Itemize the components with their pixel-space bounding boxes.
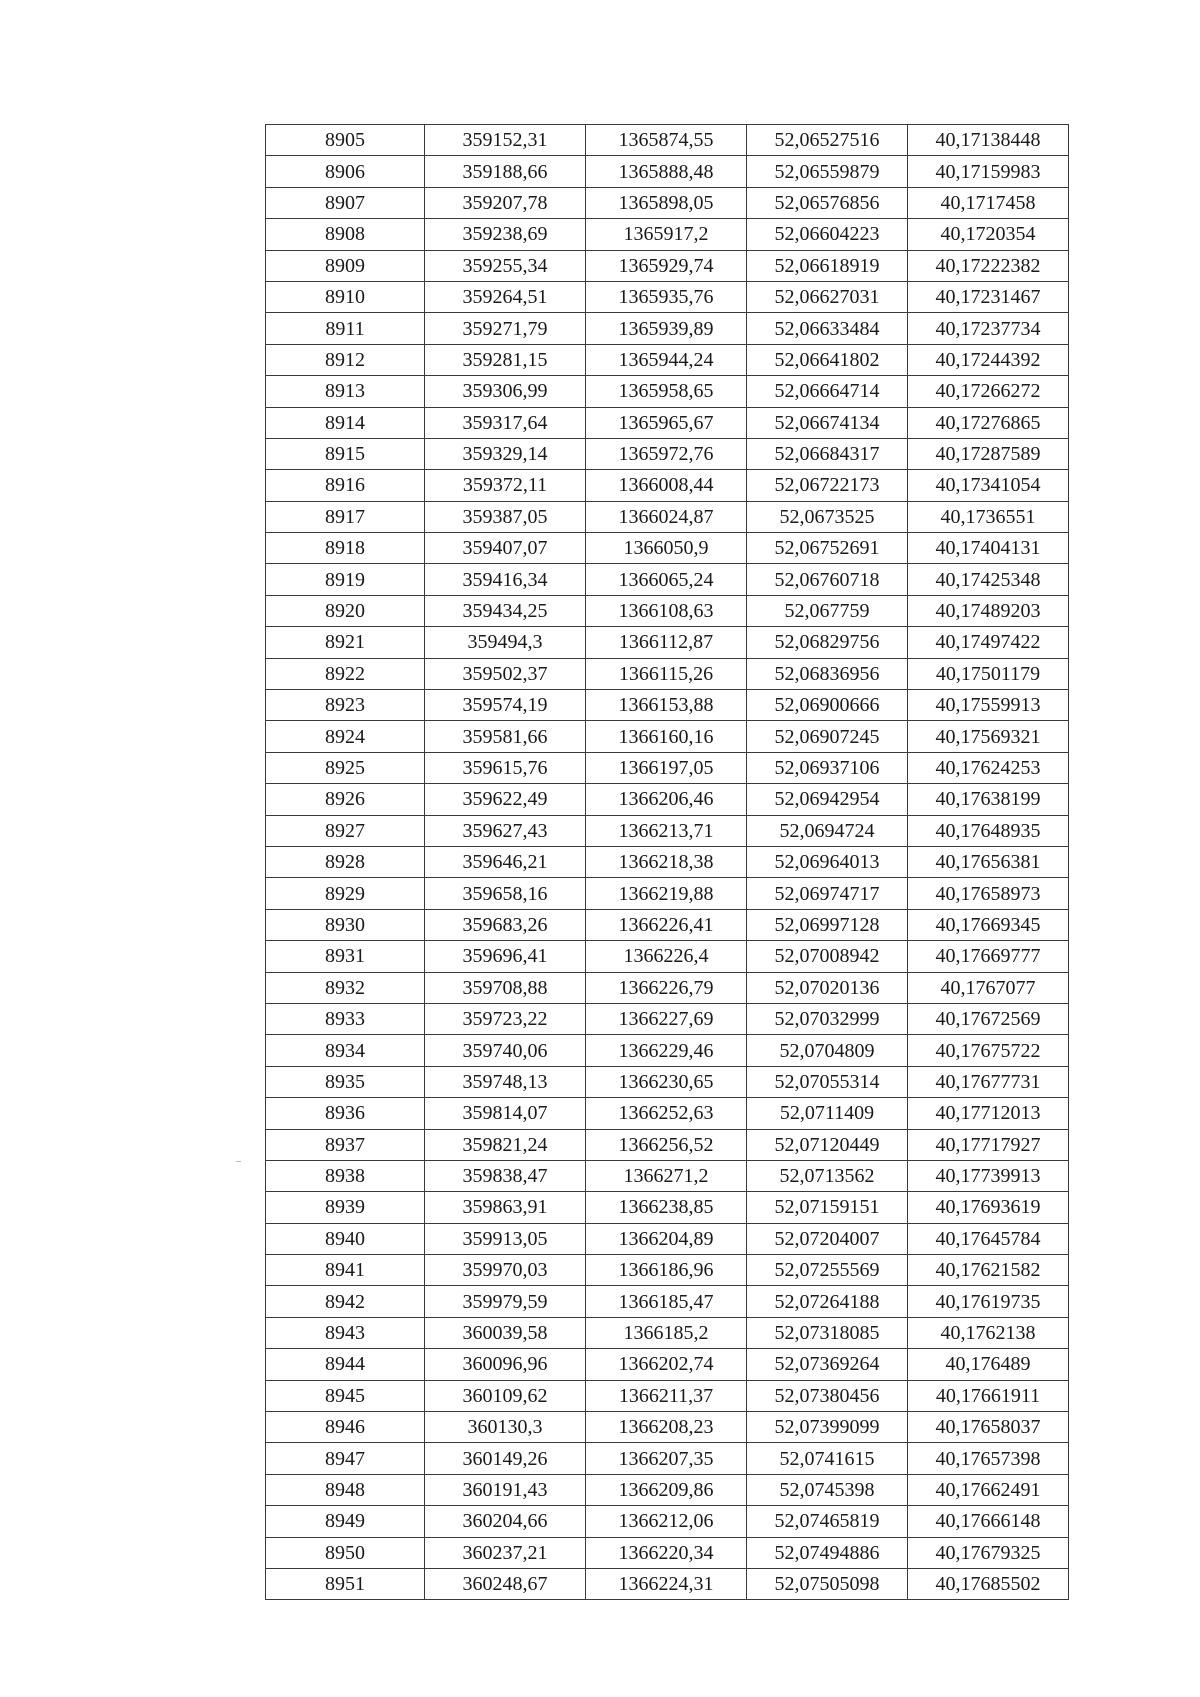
x-coordinate-cell: 360039,58 — [425, 1317, 586, 1348]
latitude-cell: 52,06527516 — [747, 125, 908, 156]
longitude-cell: 40,17222382 — [908, 250, 1069, 281]
latitude-cell: 52,07055314 — [747, 1066, 908, 1097]
x-coordinate-cell: 359271,79 — [425, 313, 586, 344]
longitude-cell: 40,17138448 — [908, 125, 1069, 156]
latitude-cell: 52,06760718 — [747, 564, 908, 595]
x-coordinate-cell: 359838,47 — [425, 1160, 586, 1191]
longitude-cell: 40,17425348 — [908, 564, 1069, 595]
table-row — [266, 1506, 1069, 1537]
y-coordinate-cell: 1366112,87 — [586, 627, 747, 658]
x-coordinate-cell: 359329,14 — [425, 438, 586, 469]
point-number-cell: 8925 — [266, 752, 425, 783]
y-coordinate-cell: 1366218,38 — [586, 846, 747, 877]
y-coordinate-cell: 1366202,74 — [586, 1349, 747, 1380]
latitude-cell: 52,0713562 — [747, 1160, 908, 1191]
latitude-cell: 52,06997128 — [747, 909, 908, 940]
latitude-cell: 52,07032999 — [747, 1003, 908, 1034]
y-coordinate-cell: 1366197,05 — [586, 752, 747, 783]
table-row — [266, 878, 1069, 909]
table-row — [266, 1349, 1069, 1380]
latitude-cell: 52,07264188 — [747, 1286, 908, 1317]
table-row — [266, 501, 1069, 532]
longitude-cell: 40,17266272 — [908, 376, 1069, 407]
table-row — [266, 438, 1069, 469]
table-row — [266, 187, 1069, 218]
table-row — [266, 1286, 1069, 1317]
table-row — [266, 1443, 1069, 1474]
latitude-cell: 52,06942954 — [747, 784, 908, 815]
x-coordinate-cell: 360149,26 — [425, 1443, 586, 1474]
longitude-cell: 40,17645784 — [908, 1223, 1069, 1254]
point-number-cell: 8919 — [266, 564, 425, 595]
x-coordinate-cell: 360130,3 — [425, 1412, 586, 1443]
point-number-cell: 8935 — [266, 1066, 425, 1097]
x-coordinate-cell: 359821,24 — [425, 1129, 586, 1160]
longitude-cell: 40,17237734 — [908, 313, 1069, 344]
point-number-cell: 8950 — [266, 1537, 425, 1568]
table-row — [266, 1317, 1069, 1348]
table-row — [266, 470, 1069, 501]
latitude-cell: 52,0745398 — [747, 1474, 908, 1505]
longitude-cell: 40,17244392 — [908, 344, 1069, 375]
y-coordinate-cell: 1366207,35 — [586, 1443, 747, 1474]
longitude-cell: 40,17559913 — [908, 690, 1069, 721]
point-number-cell: 8929 — [266, 878, 425, 909]
y-coordinate-cell: 1365939,89 — [586, 313, 747, 344]
y-coordinate-cell: 1366024,87 — [586, 501, 747, 532]
y-coordinate-cell: 1365898,05 — [586, 187, 747, 218]
longitude-cell: 40,17341054 — [908, 470, 1069, 501]
coordinates-table-body — [266, 125, 1069, 1600]
latitude-cell: 52,07399099 — [747, 1412, 908, 1443]
x-coordinate-cell: 359646,21 — [425, 846, 586, 877]
point-number-cell: 8940 — [266, 1223, 425, 1254]
longitude-cell: 40,17569321 — [908, 721, 1069, 752]
y-coordinate-cell: 1366209,86 — [586, 1474, 747, 1505]
point-number-cell: 8906 — [266, 156, 425, 187]
x-coordinate-cell: 359683,26 — [425, 909, 586, 940]
y-coordinate-cell: 1365874,55 — [586, 125, 747, 156]
longitude-cell: 40,17658973 — [908, 878, 1069, 909]
longitude-cell: 40,17675722 — [908, 1035, 1069, 1066]
longitude-cell: 40,17619735 — [908, 1286, 1069, 1317]
latitude-cell: 52,0673525 — [747, 501, 908, 532]
point-number-cell: 8905 — [266, 125, 425, 156]
x-coordinate-cell: 359814,07 — [425, 1098, 586, 1129]
table-row — [266, 1035, 1069, 1066]
point-number-cell: 8926 — [266, 784, 425, 815]
latitude-cell: 52,06964013 — [747, 846, 908, 877]
x-coordinate-cell: 359913,05 — [425, 1223, 586, 1254]
longitude-cell: 40,17661911 — [908, 1380, 1069, 1411]
point-number-cell: 8921 — [266, 627, 425, 658]
x-coordinate-cell: 359281,15 — [425, 344, 586, 375]
table-row — [266, 533, 1069, 564]
longitude-cell: 40,17658037 — [908, 1412, 1069, 1443]
point-number-cell: 8942 — [266, 1286, 425, 1317]
y-coordinate-cell: 1366065,24 — [586, 564, 747, 595]
x-coordinate-cell: 359740,06 — [425, 1035, 586, 1066]
point-number-cell: 8908 — [266, 219, 425, 250]
table-row — [266, 1255, 1069, 1286]
latitude-cell: 52,06641802 — [747, 344, 908, 375]
table-row — [266, 407, 1069, 438]
table-row — [266, 1129, 1069, 1160]
y-coordinate-cell: 1366212,06 — [586, 1506, 747, 1537]
table-row — [266, 752, 1069, 783]
point-number-cell: 8918 — [266, 533, 425, 564]
table-row — [266, 941, 1069, 972]
longitude-cell: 40,17287589 — [908, 438, 1069, 469]
table-row — [266, 972, 1069, 1003]
y-coordinate-cell: 1366219,88 — [586, 878, 747, 909]
point-number-cell: 8913 — [266, 376, 425, 407]
longitude-cell: 40,17679325 — [908, 1537, 1069, 1568]
table-row — [266, 313, 1069, 344]
longitude-cell: 40,17624253 — [908, 752, 1069, 783]
latitude-cell: 52,06900666 — [747, 690, 908, 721]
latitude-cell: 52,07020136 — [747, 972, 908, 1003]
y-coordinate-cell: 1366050,9 — [586, 533, 747, 564]
table-row — [266, 281, 1069, 312]
x-coordinate-cell: 359387,05 — [425, 501, 586, 532]
y-coordinate-cell: 1366229,46 — [586, 1035, 747, 1066]
latitude-cell: 52,06836956 — [747, 658, 908, 689]
point-number-cell: 8920 — [266, 595, 425, 626]
longitude-cell: 40,17656381 — [908, 846, 1069, 877]
longitude-cell: 40,17669345 — [908, 909, 1069, 940]
latitude-cell: 52,07494886 — [747, 1537, 908, 1568]
y-coordinate-cell: 1366160,16 — [586, 721, 747, 752]
table-row — [266, 1192, 1069, 1223]
x-coordinate-cell: 360204,66 — [425, 1506, 586, 1537]
latitude-cell: 52,06974717 — [747, 878, 908, 909]
y-coordinate-cell: 1366226,4 — [586, 941, 747, 972]
table-row — [266, 627, 1069, 658]
table-row — [266, 344, 1069, 375]
longitude-cell: 40,17404131 — [908, 533, 1069, 564]
table-row — [266, 690, 1069, 721]
table-row — [266, 376, 1069, 407]
x-coordinate-cell: 360191,43 — [425, 1474, 586, 1505]
latitude-cell: 52,06937106 — [747, 752, 908, 783]
y-coordinate-cell: 1365972,76 — [586, 438, 747, 469]
table-row — [266, 595, 1069, 626]
x-coordinate-cell: 359264,51 — [425, 281, 586, 312]
y-coordinate-cell: 1366226,41 — [586, 909, 747, 940]
longitude-cell: 40,17276865 — [908, 407, 1069, 438]
x-coordinate-cell: 359863,91 — [425, 1192, 586, 1223]
y-coordinate-cell: 1366220,34 — [586, 1537, 747, 1568]
point-number-cell: 8937 — [266, 1129, 425, 1160]
point-number-cell: 8914 — [266, 407, 425, 438]
x-coordinate-cell: 359979,59 — [425, 1286, 586, 1317]
x-coordinate-cell: 359502,37 — [425, 658, 586, 689]
x-coordinate-cell: 359238,69 — [425, 219, 586, 250]
point-number-cell: 8912 — [266, 344, 425, 375]
longitude-cell: 40,17501179 — [908, 658, 1069, 689]
x-coordinate-cell: 359658,16 — [425, 878, 586, 909]
point-number-cell: 8911 — [266, 313, 425, 344]
x-coordinate-cell: 359723,22 — [425, 1003, 586, 1034]
point-number-cell: 8927 — [266, 815, 425, 846]
point-number-cell: 8941 — [266, 1255, 425, 1286]
y-coordinate-cell: 1366108,63 — [586, 595, 747, 626]
y-coordinate-cell: 1366238,85 — [586, 1192, 747, 1223]
longitude-cell: 40,1762138 — [908, 1317, 1069, 1348]
y-coordinate-cell: 1366185,47 — [586, 1286, 747, 1317]
latitude-cell: 52,07465819 — [747, 1506, 908, 1537]
x-coordinate-cell: 359574,19 — [425, 690, 586, 721]
longitude-cell: 40,17159983 — [908, 156, 1069, 187]
x-coordinate-cell: 359696,41 — [425, 941, 586, 972]
latitude-cell: 52,0694724 — [747, 815, 908, 846]
y-coordinate-cell: 1366186,96 — [586, 1255, 747, 1286]
longitude-cell: 40,17662491 — [908, 1474, 1069, 1505]
y-coordinate-cell: 1365935,76 — [586, 281, 747, 312]
latitude-cell: 52,06559879 — [747, 156, 908, 187]
latitude-cell: 52,07008942 — [747, 941, 908, 972]
y-coordinate-cell: 1366185,2 — [586, 1317, 747, 1348]
x-coordinate-cell: 359416,34 — [425, 564, 586, 595]
point-number-cell: 8946 — [266, 1412, 425, 1443]
latitude-cell: 52,06684317 — [747, 438, 908, 469]
y-coordinate-cell: 1366227,69 — [586, 1003, 747, 1034]
longitude-cell: 40,17489203 — [908, 595, 1069, 626]
x-coordinate-cell: 359494,3 — [425, 627, 586, 658]
longitude-cell: 40,1720354 — [908, 219, 1069, 250]
latitude-cell: 52,07159151 — [747, 1192, 908, 1223]
latitude-cell: 52,07505098 — [747, 1568, 908, 1599]
latitude-cell: 52,06722173 — [747, 470, 908, 501]
x-coordinate-cell: 359615,76 — [425, 752, 586, 783]
longitude-cell: 40,17677731 — [908, 1066, 1069, 1097]
x-coordinate-cell: 359207,78 — [425, 187, 586, 218]
table-row — [266, 564, 1069, 595]
y-coordinate-cell: 1366008,44 — [586, 470, 747, 501]
latitude-cell: 52,06829756 — [747, 627, 908, 658]
point-number-cell: 8943 — [266, 1317, 425, 1348]
table-row — [266, 1380, 1069, 1411]
x-coordinate-cell: 359627,43 — [425, 815, 586, 846]
latitude-cell: 52,067759 — [747, 595, 908, 626]
latitude-cell: 52,06752691 — [747, 533, 908, 564]
longitude-cell: 40,17712013 — [908, 1098, 1069, 1129]
x-coordinate-cell: 360248,67 — [425, 1568, 586, 1599]
longitude-cell: 40,17672569 — [908, 1003, 1069, 1034]
y-coordinate-cell: 1366153,88 — [586, 690, 747, 721]
y-coordinate-cell: 1365929,74 — [586, 250, 747, 281]
table-row — [266, 156, 1069, 187]
longitude-cell: 40,17693619 — [908, 1192, 1069, 1223]
point-number-cell: 8923 — [266, 690, 425, 721]
table-row — [266, 1066, 1069, 1097]
point-number-cell: 8951 — [266, 1568, 425, 1599]
table-row — [266, 784, 1069, 815]
point-number-cell: 8916 — [266, 470, 425, 501]
point-number-cell: 8938 — [266, 1160, 425, 1191]
point-number-cell: 8922 — [266, 658, 425, 689]
y-coordinate-cell: 1366252,63 — [586, 1098, 747, 1129]
longitude-cell: 40,17621582 — [908, 1255, 1069, 1286]
latitude-cell: 52,06576856 — [747, 187, 908, 218]
y-coordinate-cell: 1366206,46 — [586, 784, 747, 815]
point-number-cell: 8931 — [266, 941, 425, 972]
x-coordinate-cell: 359708,88 — [425, 972, 586, 1003]
latitude-cell: 52,07120449 — [747, 1129, 908, 1160]
x-coordinate-cell: 359306,99 — [425, 376, 586, 407]
point-number-cell: 8907 — [266, 187, 425, 218]
scan-speck — [236, 1161, 241, 1162]
longitude-cell: 40,17669777 — [908, 941, 1069, 972]
x-coordinate-cell: 359188,66 — [425, 156, 586, 187]
table-row — [266, 1474, 1069, 1505]
longitude-cell: 40,1717458 — [908, 187, 1069, 218]
longitude-cell: 40,17231467 — [908, 281, 1069, 312]
y-coordinate-cell: 1365965,67 — [586, 407, 747, 438]
longitude-cell: 40,17638199 — [908, 784, 1069, 815]
point-number-cell: 8909 — [266, 250, 425, 281]
latitude-cell: 52,06627031 — [747, 281, 908, 312]
x-coordinate-cell: 359152,31 — [425, 125, 586, 156]
table-row — [266, 125, 1069, 156]
point-number-cell: 8947 — [266, 1443, 425, 1474]
y-coordinate-cell: 1366224,31 — [586, 1568, 747, 1599]
latitude-cell: 52,07204007 — [747, 1223, 908, 1254]
coordinates-table — [265, 124, 1069, 1600]
y-coordinate-cell: 1366230,65 — [586, 1066, 747, 1097]
longitude-cell: 40,17717927 — [908, 1129, 1069, 1160]
table-row — [266, 1003, 1069, 1034]
longitude-cell: 40,17648935 — [908, 815, 1069, 846]
latitude-cell: 52,0704809 — [747, 1035, 908, 1066]
latitude-cell: 52,0711409 — [747, 1098, 908, 1129]
table-row — [266, 1537, 1069, 1568]
latitude-cell: 52,06633484 — [747, 313, 908, 344]
point-number-cell: 8945 — [266, 1380, 425, 1411]
latitude-cell: 52,06604223 — [747, 219, 908, 250]
table-row — [266, 1098, 1069, 1129]
latitude-cell: 52,06674134 — [747, 407, 908, 438]
table-row — [266, 815, 1069, 846]
table-row — [266, 658, 1069, 689]
point-number-cell: 8910 — [266, 281, 425, 312]
table-row — [266, 909, 1069, 940]
point-number-cell: 8930 — [266, 909, 425, 940]
y-coordinate-cell: 1366211,37 — [586, 1380, 747, 1411]
y-coordinate-cell: 1366115,26 — [586, 658, 747, 689]
latitude-cell: 52,06618919 — [747, 250, 908, 281]
table-row — [266, 1223, 1069, 1254]
latitude-cell: 52,06907245 — [747, 721, 908, 752]
table-row — [266, 1160, 1069, 1191]
point-number-cell: 8939 — [266, 1192, 425, 1223]
latitude-cell: 52,0741615 — [747, 1443, 908, 1474]
y-coordinate-cell: 1365944,24 — [586, 344, 747, 375]
table-row — [266, 1568, 1069, 1599]
longitude-cell: 40,17739913 — [908, 1160, 1069, 1191]
longitude-cell: 40,17666148 — [908, 1506, 1069, 1537]
longitude-cell: 40,1736551 — [908, 501, 1069, 532]
y-coordinate-cell: 1366271,2 — [586, 1160, 747, 1191]
point-number-cell: 8933 — [266, 1003, 425, 1034]
point-number-cell: 8949 — [266, 1506, 425, 1537]
y-coordinate-cell: 1365888,48 — [586, 156, 747, 187]
point-number-cell: 8917 — [266, 501, 425, 532]
x-coordinate-cell: 359581,66 — [425, 721, 586, 752]
y-coordinate-cell: 1366204,89 — [586, 1223, 747, 1254]
x-coordinate-cell: 359622,49 — [425, 784, 586, 815]
table-row — [266, 219, 1069, 250]
latitude-cell: 52,07380456 — [747, 1380, 908, 1411]
x-coordinate-cell: 359434,25 — [425, 595, 586, 626]
y-coordinate-cell: 1366208,23 — [586, 1412, 747, 1443]
longitude-cell: 40,176489 — [908, 1349, 1069, 1380]
x-coordinate-cell: 360109,62 — [425, 1380, 586, 1411]
table-row — [266, 250, 1069, 281]
latitude-cell: 52,07369264 — [747, 1349, 908, 1380]
x-coordinate-cell: 359255,34 — [425, 250, 586, 281]
x-coordinate-cell: 359317,64 — [425, 407, 586, 438]
y-coordinate-cell: 1366213,71 — [586, 815, 747, 846]
point-number-cell: 8948 — [266, 1474, 425, 1505]
point-number-cell: 8936 — [266, 1098, 425, 1129]
table-row — [266, 846, 1069, 877]
x-coordinate-cell: 359407,07 — [425, 533, 586, 564]
y-coordinate-cell: 1365917,2 — [586, 219, 747, 250]
x-coordinate-cell: 359372,11 — [425, 470, 586, 501]
y-coordinate-cell: 1365958,65 — [586, 376, 747, 407]
point-number-cell: 8924 — [266, 721, 425, 752]
point-number-cell: 8932 — [266, 972, 425, 1003]
latitude-cell: 52,06664714 — [747, 376, 908, 407]
point-number-cell: 8944 — [266, 1349, 425, 1380]
x-coordinate-cell: 359970,03 — [425, 1255, 586, 1286]
point-number-cell: 8928 — [266, 846, 425, 877]
table-row — [266, 1412, 1069, 1443]
point-number-cell: 8934 — [266, 1035, 425, 1066]
table-row — [266, 721, 1069, 752]
latitude-cell: 52,07318085 — [747, 1317, 908, 1348]
point-number-cell: 8915 — [266, 438, 425, 469]
longitude-cell: 40,17497422 — [908, 627, 1069, 658]
y-coordinate-cell: 1366256,52 — [586, 1129, 747, 1160]
latitude-cell: 52,07255569 — [747, 1255, 908, 1286]
longitude-cell: 40,17657398 — [908, 1443, 1069, 1474]
x-coordinate-cell: 360096,96 — [425, 1349, 586, 1380]
longitude-cell: 40,1767077 — [908, 972, 1069, 1003]
x-coordinate-cell: 359748,13 — [425, 1066, 586, 1097]
longitude-cell: 40,17685502 — [908, 1568, 1069, 1599]
x-coordinate-cell: 360237,21 — [425, 1537, 586, 1568]
y-coordinate-cell: 1366226,79 — [586, 972, 747, 1003]
